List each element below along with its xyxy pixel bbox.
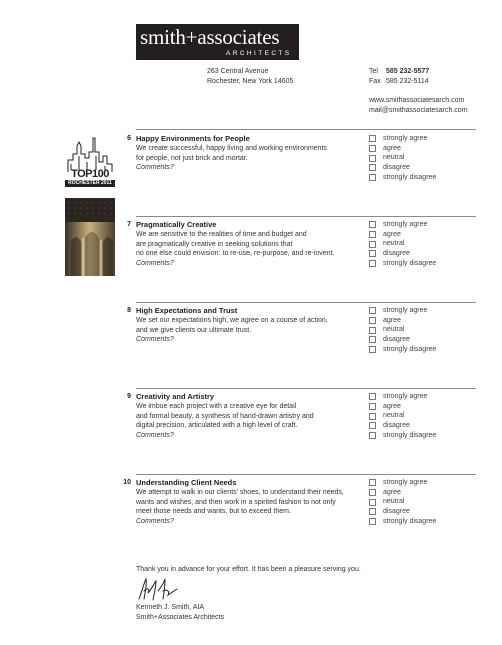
question-text: We imbue each project with a creative eye for detail and formal beauty, a synthesis of hand-drawn artistry and digital precision, articulated with a high level of craft. Comments? xyxy=(136,402,361,440)
divider-8 xyxy=(136,302,476,303)
question-number: 7 xyxy=(127,221,131,228)
address-block xyxy=(207,67,293,87)
option-disagree[interactable]: disagree xyxy=(369,335,436,345)
address-line-2: Rochester, New York 14605 xyxy=(207,78,294,85)
option-neutral[interactable]: neutral xyxy=(369,239,436,249)
question-text: We are sensitive to the realities of time and budget and are pragmatically creative in seeking solutions that no one else could envision: to re-use, re-purpose, and re-invent. Comments? xyxy=(136,230,361,268)
signer-name: Kenneth J. Smith, AIA xyxy=(136,604,205,611)
comments-prompt[interactable]: Comments? xyxy=(136,431,174,439)
thank-you-note: Thank you in advance for your effort. It has been a pleasure serving you. xyxy=(136,566,361,573)
fax-number: 585 232-5114 xyxy=(386,78,429,85)
logo-name: smith+associates xyxy=(140,25,280,49)
option-neutral[interactable]: neutral xyxy=(369,411,436,421)
address-line-1: 263 Central Avenue xyxy=(207,68,269,75)
rating-options xyxy=(369,306,436,355)
arcade-photo xyxy=(65,198,115,276)
option-strongly-disagree[interactable]: strongly disagree xyxy=(369,345,436,355)
checkbox[interactable] xyxy=(369,317,376,324)
website-link[interactable]: www.smithassociatesarch.com xyxy=(369,97,465,104)
badge-subtitle: ROCHESTER 2011 xyxy=(65,180,115,187)
checkbox[interactable] xyxy=(369,145,376,152)
question-title: High Expectations and Trust xyxy=(136,306,238,315)
checkbox[interactable] xyxy=(369,479,376,486)
divider-10 xyxy=(136,474,476,475)
option-agree[interactable]: agree xyxy=(369,402,436,412)
comments-prompt[interactable]: Comments? xyxy=(136,517,174,525)
rating-options xyxy=(369,392,436,441)
checkbox[interactable] xyxy=(369,422,376,429)
top100-badge xyxy=(65,136,115,188)
email-link[interactable]: mail@smithassociatesarch.com xyxy=(369,107,468,114)
option-strongly-agree[interactable]: strongly agree xyxy=(369,134,436,144)
question-text: We set our expectations high, we agree on a course of action, and we give clients our ultimate trust. Comments? xyxy=(136,316,361,345)
option-strongly-disagree[interactable]: strongly disagree xyxy=(369,259,436,269)
checkbox[interactable] xyxy=(369,135,376,142)
rating-options xyxy=(369,134,436,183)
question-title: Happy Environments for People xyxy=(136,134,250,143)
divider-7 xyxy=(136,216,476,217)
option-agree[interactable]: agree xyxy=(369,316,436,326)
option-agree[interactable]: agree xyxy=(369,144,436,154)
checkbox[interactable] xyxy=(369,413,376,420)
question-number: 6 xyxy=(127,135,131,142)
option-strongly-agree[interactable]: strongly agree xyxy=(369,220,436,230)
option-disagree[interactable]: disagree xyxy=(369,507,436,517)
comments-prompt[interactable]: Comments? xyxy=(136,336,174,344)
option-disagree[interactable]: disagree xyxy=(369,249,436,259)
divider-6 xyxy=(136,129,476,130)
checkbox[interactable] xyxy=(369,155,376,162)
tel-label: Tel xyxy=(369,68,378,75)
fax-label: Fax xyxy=(369,78,381,85)
rating-options xyxy=(369,220,436,269)
option-agree[interactable]: agree xyxy=(369,488,436,498)
checkbox[interactable] xyxy=(369,499,376,506)
option-strongly-agree[interactable]: strongly agree xyxy=(369,478,436,488)
contact-block xyxy=(369,67,429,87)
checkbox[interactable] xyxy=(369,250,376,257)
option-strongly-disagree[interactable]: strongly disagree xyxy=(369,431,436,441)
checkbox[interactable] xyxy=(369,336,376,343)
signer-firm: Smith+Associates Architects xyxy=(136,614,225,621)
question-text: We attempt to walk in our clients' shoes, to understand their needs, wants and wishes, and then work in a spirited fashion to not only meet those needs and wants, but to exceed them. Comments? xyxy=(136,488,361,526)
question-number: 9 xyxy=(127,393,131,400)
option-neutral[interactable]: neutral xyxy=(369,325,436,335)
checkbox[interactable] xyxy=(369,221,376,228)
badge-title: TOP100 xyxy=(71,168,109,180)
question-title: Creativity and Artistry xyxy=(136,392,215,401)
question-title: Pragmatically Creative xyxy=(136,220,217,229)
checkbox[interactable] xyxy=(369,403,376,410)
checkbox[interactable] xyxy=(369,307,376,314)
question-number: 10 xyxy=(123,479,131,486)
option-strongly-agree[interactable]: strongly agree xyxy=(369,392,436,402)
option-disagree[interactable]: disagree xyxy=(369,163,436,173)
option-strongly-disagree[interactable]: strongly disagree xyxy=(369,517,436,527)
comments-prompt[interactable]: Comments? xyxy=(136,164,174,172)
divider-9 xyxy=(136,388,476,389)
question-text: We create successful, happy living and working environments for people, not just brick and mortar. Comments? xyxy=(136,144,361,173)
option-neutral[interactable]: neutral xyxy=(369,153,436,163)
checkbox[interactable] xyxy=(369,241,376,248)
checkbox[interactable] xyxy=(369,164,376,171)
firm-logo xyxy=(136,24,299,60)
question-number: 8 xyxy=(127,307,131,314)
option-neutral[interactable]: neutral xyxy=(369,497,436,507)
signature xyxy=(136,573,180,603)
option-strongly-agree[interactable]: strongly agree xyxy=(369,306,436,316)
signer-block xyxy=(136,603,224,623)
option-agree[interactable]: agree xyxy=(369,230,436,240)
web-block xyxy=(369,96,468,116)
checkbox[interactable] xyxy=(369,327,376,334)
option-strongly-disagree[interactable]: strongly disagree xyxy=(369,173,436,183)
checkbox[interactable] xyxy=(369,260,376,267)
checkbox[interactable] xyxy=(369,393,376,400)
tel-number: 585 232-5577 xyxy=(386,68,430,75)
question-title: Understanding Client Needs xyxy=(136,478,237,487)
checkbox[interactable] xyxy=(369,432,376,439)
rating-options xyxy=(369,478,436,527)
option-disagree[interactable]: disagree xyxy=(369,421,436,431)
checkbox[interactable] xyxy=(369,518,376,525)
checkbox[interactable] xyxy=(369,231,376,238)
checkbox[interactable] xyxy=(369,346,376,353)
comments-prompt[interactable]: Comments? xyxy=(136,259,174,267)
logo-subtitle: ARCHITECTS xyxy=(226,50,292,57)
checkbox[interactable] xyxy=(369,174,376,181)
checkbox[interactable] xyxy=(369,508,376,515)
checkbox[interactable] xyxy=(369,489,376,496)
